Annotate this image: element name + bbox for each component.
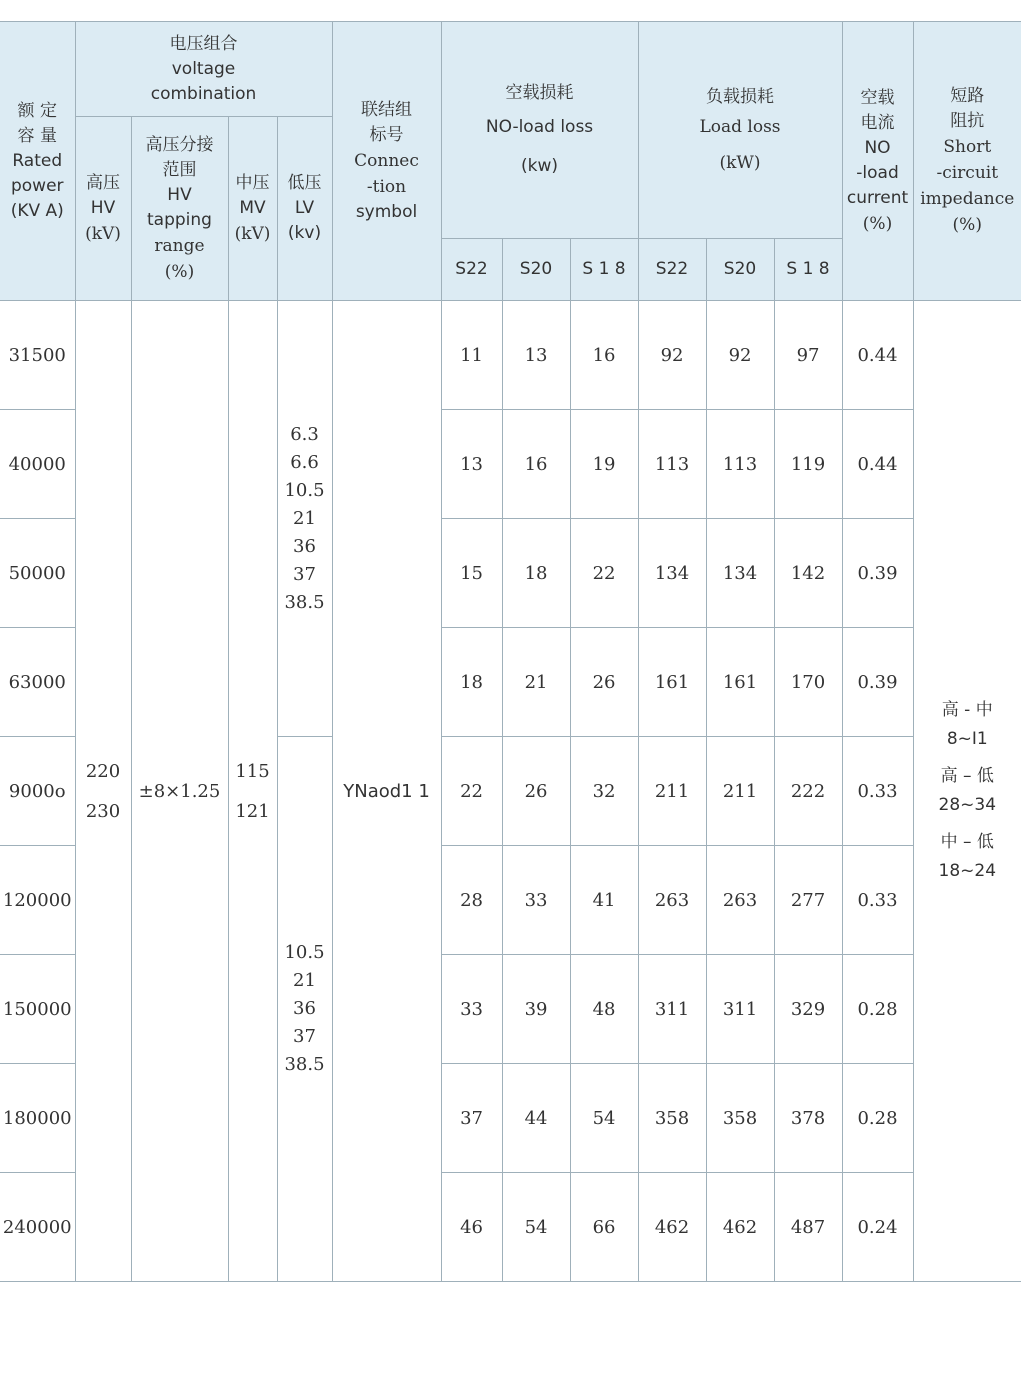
noload-current-cell: 0.24 <box>842 1173 913 1282</box>
noload-s18-cell: 32 <box>570 737 638 846</box>
capacity-cell: 120000 <box>0 846 75 955</box>
noload-s20-cell: 33 <box>502 846 570 955</box>
capacity-cell: 40000 <box>0 410 75 519</box>
load-s18-cell: 142 <box>774 519 842 628</box>
header-noload-loss: 空载损耗 NO-load loss (kw) <box>441 22 638 239</box>
noload-s22-cell: 46 <box>441 1173 502 1282</box>
load-s22-cell: 92 <box>638 301 706 410</box>
noload-s18-cell: 26 <box>570 628 638 737</box>
load-s18-cell: 119 <box>774 410 842 519</box>
load-s20-cell: 161 <box>706 628 774 737</box>
lv-cell-lower: 10.5 21 36 37 38.5 <box>277 737 332 1282</box>
noload-s22-cell: 18 <box>441 628 502 737</box>
load-s18-cell: 170 <box>774 628 842 737</box>
load-s22-cell: 263 <box>638 846 706 955</box>
load-s20-cell: 358 <box>706 1064 774 1173</box>
subheader-load-s20: S20 <box>706 239 774 301</box>
noload-s18-cell: 19 <box>570 410 638 519</box>
noload-s22-cell: 33 <box>441 955 502 1064</box>
noload-current-cell: 0.44 <box>842 301 913 410</box>
hv-cell: 220 230 <box>75 301 131 1282</box>
load-s18-cell: 487 <box>774 1173 842 1282</box>
header-impedance: 短路 阻抗 Short -circuit impedance (%) <box>913 22 1021 301</box>
noload-s22-cell: 11 <box>441 301 502 410</box>
header-noload-current: 空载 电流 NO -load current (%) <box>842 22 913 301</box>
noload-s18-cell: 66 <box>570 1173 638 1282</box>
connection-symbol-cell: YNaod1 1 <box>332 301 441 1282</box>
load-s18-cell: 97 <box>774 301 842 410</box>
subheader-noload-s22: S22 <box>441 239 502 301</box>
noload-current-cell: 0.39 <box>842 628 913 737</box>
noload-s20-cell: 44 <box>502 1064 570 1173</box>
capacity-cell: 180000 <box>0 1064 75 1173</box>
load-s22-cell: 161 <box>638 628 706 737</box>
noload-current-cell: 0.28 <box>842 955 913 1064</box>
noload-s18-cell: 41 <box>570 846 638 955</box>
load-s22-cell: 462 <box>638 1173 706 1282</box>
capacity-cell: 63000 <box>0 628 75 737</box>
noload-current-cell: 0.39 <box>842 519 913 628</box>
subheader-load-s22: S22 <box>638 239 706 301</box>
header-connection-symbol: 联结组 标号 Connec -tion symbol <box>332 22 441 301</box>
noload-current-cell: 0.33 <box>842 737 913 846</box>
capacity-cell: 150000 <box>0 955 75 1064</box>
load-s20-cell: 92 <box>706 301 774 410</box>
noload-s20-cell: 39 <box>502 955 570 1064</box>
load-s20-cell: 462 <box>706 1173 774 1282</box>
table-row <box>0 301 1021 410</box>
noload-s22-cell: 37 <box>441 1064 502 1173</box>
load-s22-cell: 358 <box>638 1064 706 1173</box>
noload-s22-cell: 13 <box>441 410 502 519</box>
noload-s20-cell: 18 <box>502 519 570 628</box>
load-s20-cell: 263 <box>706 846 774 955</box>
load-s22-cell: 134 <box>638 519 706 628</box>
load-s18-cell: 277 <box>774 846 842 955</box>
noload-s20-cell: 16 <box>502 410 570 519</box>
header-mv: 中压 MV (kV) <box>228 117 277 301</box>
noload-current-cell: 0.28 <box>842 1064 913 1173</box>
lv-cell-upper: 6.3 6.6 10.5 21 36 37 38.5 <box>277 301 332 737</box>
load-s20-cell: 134 <box>706 519 774 628</box>
subheader-noload-s20: S20 <box>502 239 570 301</box>
load-s18-cell: 378 <box>774 1064 842 1173</box>
header-voltage-combination: 电压组合 voltage combination <box>75 22 332 117</box>
noload-current-cell: 0.33 <box>842 846 913 955</box>
load-s22-cell: 113 <box>638 410 706 519</box>
header-rated-capacity: 额 定 容 量 Rated power (KV A) <box>0 22 75 301</box>
transformer-spec-table <box>0 21 1021 1282</box>
header-tapping-range: 高压分接 范围 HV tapping range (%) <box>131 117 228 301</box>
capacity-cell: 240000 <box>0 1173 75 1282</box>
load-s22-cell: 211 <box>638 737 706 846</box>
noload-s22-cell: 28 <box>441 846 502 955</box>
load-s20-cell: 211 <box>706 737 774 846</box>
noload-s20-cell: 21 <box>502 628 570 737</box>
noload-s22-cell: 22 <box>441 737 502 846</box>
noload-s18-cell: 48 <box>570 955 638 1064</box>
noload-s18-cell: 22 <box>570 519 638 628</box>
capacity-cell: 50000 <box>0 519 75 628</box>
noload-s20-cell: 54 <box>502 1173 570 1282</box>
header-load-loss: 负载损耗 Load loss (kW) <box>638 22 842 239</box>
noload-s18-cell: 54 <box>570 1064 638 1173</box>
header-lv: 低压 LV (kv) <box>277 117 332 301</box>
mv-cell: 115 121 <box>228 301 277 1282</box>
tapping-range-cell: ±8×1.25 <box>131 301 228 1282</box>
load-s22-cell: 311 <box>638 955 706 1064</box>
noload-s20-cell: 13 <box>502 301 570 410</box>
load-s18-cell: 329 <box>774 955 842 1064</box>
noload-s18-cell: 16 <box>570 301 638 410</box>
noload-s22-cell: 15 <box>441 519 502 628</box>
load-s20-cell: 113 <box>706 410 774 519</box>
subheader-noload-s18: S 1 8 <box>570 239 638 301</box>
load-s20-cell: 311 <box>706 955 774 1064</box>
noload-current-cell: 0.44 <box>842 410 913 519</box>
capacity-cell: 9000o <box>0 737 75 846</box>
noload-s20-cell: 26 <box>502 737 570 846</box>
capacity-cell: 31500 <box>0 301 75 410</box>
header-hv: 高压 HV (kV) <box>75 117 131 301</box>
impedance-cell: 高 - 中 8~I1 高 – 低 28~34 中 – 低 18~24 <box>913 301 1021 1282</box>
load-s18-cell: 222 <box>774 737 842 846</box>
subheader-load-s18: S 1 8 <box>774 239 842 301</box>
